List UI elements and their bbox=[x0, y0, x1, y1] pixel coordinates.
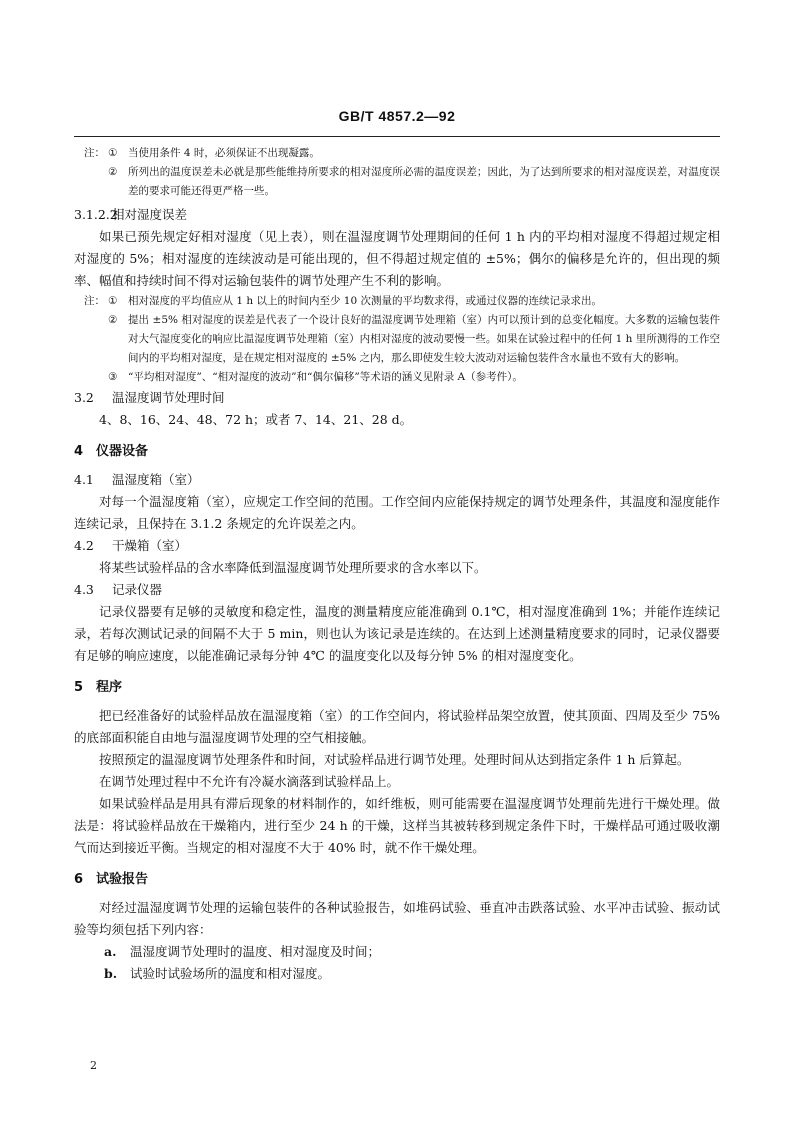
section-number: 4 bbox=[74, 444, 84, 459]
list-item bbox=[74, 941, 720, 963]
note-text: 所列出的温度误差未必就是那些能维持所要求的相对湿度所必需的温度误差；因此，为了达到所要求的相对湿度误差，对温度误差的要求可能还得更严格一些。 bbox=[128, 166, 720, 197]
section-title: 相对湿度误差 bbox=[112, 207, 188, 222]
paragraph: 把已经准备好的试验样品放在温湿度箱（室）的工作空间内，将试验样品架空放置，使其顶面、四周及至少 75% 的底部面积能自由地与温湿度调节处理的空气相接触。 bbox=[74, 708, 720, 745]
section-title: 记录仪器 bbox=[112, 582, 163, 597]
note-text: 当使用条件 4 时，必须保证不出现凝露。 bbox=[128, 147, 320, 159]
section-number: 5 bbox=[74, 680, 84, 695]
section-title: 温湿度调节处理时间 bbox=[112, 390, 225, 405]
page-number: 2 bbox=[90, 1059, 97, 1072]
paragraph: 按照预定的温湿度调节处理条件和时间，对试验样品进行调节处理。处理时间从达到指定条件 1 h 后算起。 bbox=[99, 752, 690, 767]
paragraph: 在调节处理过程中不允许有冷凝水滴落到试验样品上。 bbox=[99, 774, 400, 789]
section-number: 3.1.2.2 bbox=[74, 207, 118, 222]
note-number: ② bbox=[108, 166, 118, 178]
paragraph: 4、8、16、24、48、72 h；或者 7、14、21、28 d。 bbox=[99, 412, 413, 427]
section-number: 6 bbox=[74, 872, 84, 887]
paragraph: 如果已预先规定好相对湿度（见上表），则在温湿度调节处理期间的任何 1 h 内的平均相对湿度不得超过规定相对湿度的 5%；相对湿度的连续波动是可能出现的，但不得超过规定值的 ±5%；偶尔的偏移是允许的，但出现的频率、幅值和持续时间不得对运输包装件的调节处理产生不利的影响。 bbox=[74, 229, 720, 288]
section-heading-3-2 bbox=[74, 387, 720, 409]
note-lead: 注： bbox=[84, 295, 105, 307]
paragraph: 对经过温湿度调节处理的运输包装件的各种试验报告，如堆码试验、垂直冲击跌落试验、水平冲击试验、振动试验等均须包括下列内容： bbox=[74, 900, 720, 937]
paragraph: 记录仪器要有足够的灵敏度和稳定性，温度的测量精度应能准确到 0.1℃，相对湿度准确到 1%；并能作连续记录，若每次测试记录的间隔不大于 5 min，则也认为该记录是连续的。在达到上述测量精度要求的同时，记录仪器要有足够的响应速度，以能准确记录每分钟 4℃ 的温度变化以及每分钟 5% 的相对湿度变化。 bbox=[74, 604, 720, 663]
note-number: ③ bbox=[108, 371, 118, 383]
section-heading-4-3 bbox=[74, 579, 720, 601]
paragraph: 如果试验样品是用具有滞后现象的材料制作的，如纤维板，则可能需要在温湿度调节处理前先进行干燥处理。做法是：将试验样品放在干燥箱内，进行至少 24 h 的干燥，这样当其被转移到规定条件下时，干燥样品可通过吸收潮气而达到接近平衡。当规定的相对湿度不大于 40% 时，就不作干燥处理。 bbox=[74, 796, 720, 855]
note-text: “平均相对湿度”、“相对湿度的波动”和“偶尔偏移”等术语的涵义见附录 A（参考件）。 bbox=[128, 371, 523, 383]
paragraph: 对每一个温湿度箱（室），应规定工作空间的范围。工作空间内应能保持规定的调节处理条件，其温度和湿度能作连续记录，且保持在 3.1.2 条规定的允许误差之内。 bbox=[74, 494, 720, 531]
note-block-humidity bbox=[74, 292, 720, 387]
note-number: ① bbox=[108, 147, 118, 159]
note-block-temperature bbox=[74, 144, 720, 201]
paragraph: 将某些试验样品的含水率降低到温湿度调节处理所要求的含水率以下。 bbox=[99, 560, 487, 575]
section-title: 试验报告 bbox=[96, 872, 149, 887]
note-lead: 注： bbox=[84, 147, 105, 159]
note-number: ② bbox=[108, 314, 118, 326]
list-item-label: b. bbox=[104, 966, 118, 981]
section-number: 4.2 bbox=[74, 538, 94, 553]
note-number: ① bbox=[108, 295, 118, 307]
section-heading-5 bbox=[74, 677, 720, 699]
section-title: 程序 bbox=[96, 680, 123, 695]
section-number: 4.3 bbox=[74, 582, 94, 597]
section-title: 干燥箱（室） bbox=[112, 538, 188, 553]
list-item bbox=[74, 963, 720, 985]
section-number: 4.1 bbox=[74, 472, 94, 487]
section-heading-4-2 bbox=[74, 535, 720, 557]
standard-code-header: GB/T 4857.2—92 bbox=[338, 108, 456, 124]
section-heading-4-1 bbox=[74, 469, 720, 491]
section-title: 温湿度箱（室） bbox=[112, 472, 200, 487]
section-heading-6 bbox=[74, 869, 720, 891]
list-item-text: 试验时试验场所的温度和相对湿度。 bbox=[130, 966, 331, 981]
note-text: 相对湿度的平均值应从 1 h 以上的时间内至少 10 次测量的平均数求得，或通过仪器的连续记录求出。 bbox=[128, 295, 602, 307]
section-title: 仪器设备 bbox=[96, 444, 149, 459]
list-item-text: 温湿度调节处理时的温度、相对湿度及时间； bbox=[130, 944, 381, 959]
note-text: 提出 ±5% 相对湿度的误差是代表了一个设计良好的温湿度调节处理箱（室）内可以预计到的总变化幅度。大多数的运输包装件对大气湿度变化的响应比温湿度调节处理箱（室）内相对湿度的波动要慢一些。如果在试验过程中的任何 1 h 里所测得的工作空间内的平均相对湿度，是在规定相对湿度的 ±5% 之内，那么即使发生较大波动对运输包装件含水量也不致有大的影响。 bbox=[128, 314, 720, 364]
section-number: 3.2 bbox=[74, 390, 94, 405]
header-rule bbox=[74, 136, 720, 137]
list-item-label: a. bbox=[104, 944, 117, 959]
section-heading-4 bbox=[74, 441, 720, 463]
page-content bbox=[74, 144, 720, 985]
section-heading-3-1-2-2 bbox=[74, 204, 720, 226]
